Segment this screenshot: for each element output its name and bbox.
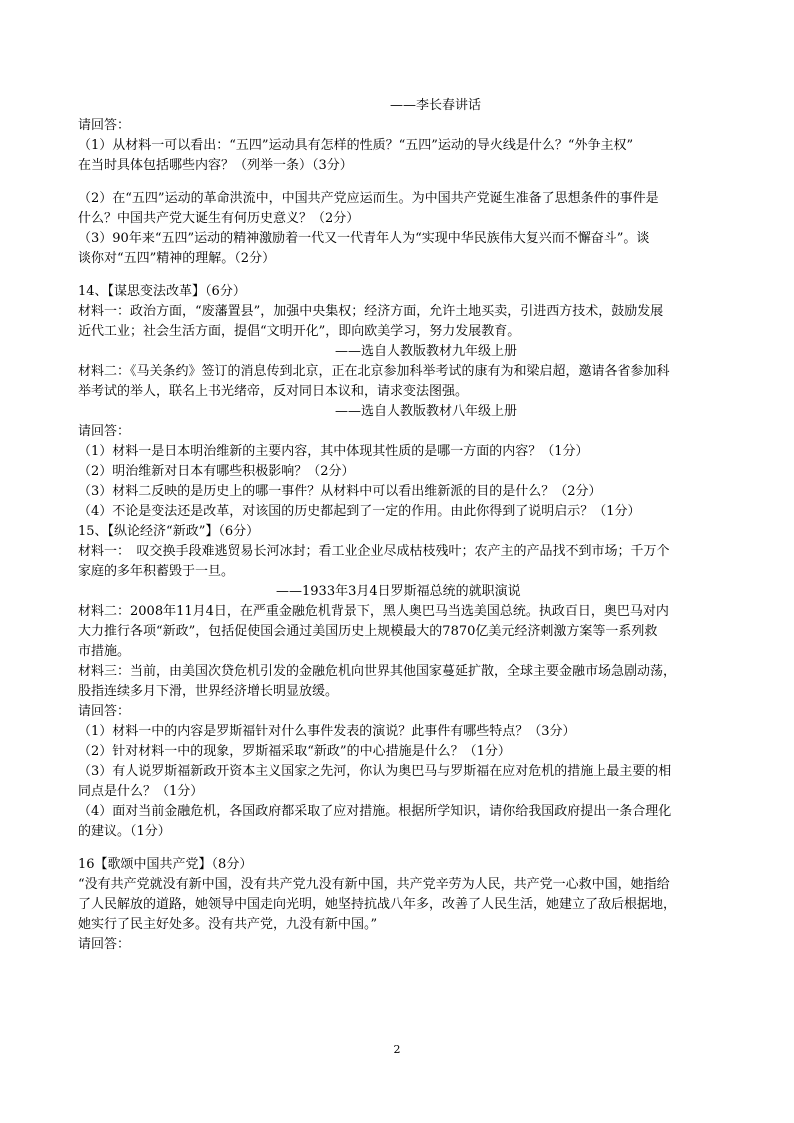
prompt-label: 请回答：: [78, 424, 131, 439]
section-title: 15、【纵论经济“新政”】（6分）: [78, 524, 260, 539]
section-title: 16【歌颂中国共产党】（8分）: [78, 857, 253, 872]
question-text: 在当时具体包括哪些内容？（列举一条）（3分）: [78, 158, 353, 173]
prompt-label: 请回答：: [78, 704, 131, 719]
prompt-label: 请回答：: [78, 937, 131, 952]
question-text: （4）不论是变法还是改革，对该国的历史都起到了一定的作用。由此你得到了说明启示？（1分）: [78, 504, 641, 519]
question-text: 谈你对“五四”精神的理解。（2分）: [78, 251, 276, 266]
material-text: 举考试的举人，联名上书光绪帝，反对同日本议和，请求变法图强。: [78, 384, 469, 399]
source-attribution: ——选自人教版教材八年级上册: [335, 404, 518, 419]
question-text: （4）面对当前金融危机，各国政府都采取了应对措施。根据所学知识，请你给我国政府提出一条合理化: [78, 804, 672, 819]
material-text: 材料二：《马关条约》签订的消息传到北京，正在北京参加科举考试的康有为和梁启超，邀请各省参加科: [78, 364, 670, 379]
quote-text: 她实行了民主好处多。没有共产党，九没有新中国。”: [78, 917, 378, 932]
quote-text: “没有共产党就没有新中国，没有共产党九没有新中国，共产党辛劳为人民，共产党一心救中国，她指给: [78, 877, 670, 892]
section-title: 14、【谋思变法改革】（6分）: [78, 284, 246, 299]
question-text: （1）材料一中的内容是罗斯福针对什么事件发表的演说？此事件有哪些特点？（3分）: [78, 724, 576, 739]
source-attribution: ——选自人教版教材九年级上册: [335, 344, 518, 359]
question-text: 同点是什么？（1分）: [78, 784, 204, 799]
material-text: 材料三：当前，由美国次贷危机引发的金融危机向世界其他国家蔓延扩散，全球主要金融市场急剧动荡，: [78, 664, 677, 679]
material-text: 材料一：政治方面，“废藩置县”，加强中央集权；经济方面，允许土地买卖，引进西方技术，鼓励发展: [78, 304, 664, 319]
material-text: 股指连续多月下滑，世界经济增长明显放缓。: [78, 684, 339, 699]
material-text: 家庭的多年积蓄毁于一旦。: [78, 564, 235, 579]
material-text: 市措施。: [78, 644, 131, 659]
question-text: （3）材料二反映的是历史上的哪一事件？从材料中可以看出维新派的目的是什么？（2分）: [78, 484, 602, 499]
exam-page: [78, 96, 724, 955]
question-text: （3）有人说罗斯福新政开资本主义国家之先河，你认为奥巴马与罗斯福在应对危机的措施上最主要的相: [78, 764, 672, 779]
question-text: （2）针对材料一中的现象，罗斯福采取“新政”的中心措施是什么？（1分）: [78, 744, 511, 759]
question-text: （2）明治维新对日本有哪些积极影响？（2分）: [78, 464, 355, 479]
source-attribution: ——李长春讲话: [390, 98, 482, 113]
question-text: 的建议。（1分）: [78, 824, 171, 839]
source-attribution: ——1933年3月4日罗斯福总统的就职演说: [276, 584, 521, 599]
question-text: （2）在“五四”运动的革命洪流中，中国共产党应运而生。为中国共产党诞生准备了思想条件的事件是: [78, 191, 659, 206]
quote-text: 了人民解放的道路，她领导中国走向光明，她坚持抗战八年多，改善了人民生活，她建立了敌后根据地，: [78, 897, 677, 912]
material-text: 大力推行各项“新政”，包括促使国会通过美国历史上规模最大的7870亿美元经济刺激方案等一系列救: [78, 624, 658, 639]
prompt-label: 请回答：: [78, 118, 131, 133]
page-number: 2: [393, 1043, 401, 1056]
material-text: 材料一： 叹交换手段难逃贸易长河冰封；看工业企业尽成枯枝残叶；农产主的产品找不到市场；千万个: [78, 544, 670, 559]
question-text: （1）从材料一可以看出：“五四”运动具有怎样的性质？“五四”运动的导火线是什么？“外争主权”: [78, 138, 634, 153]
material-text: 近代工业；社会生活方面，提倡“文明开化”，即向欧美学习，努力发展教育。: [78, 324, 521, 339]
question-text: （3）90年来“五四”运动的精神激励着一代又一代青年人为“实现中华民族伟大复兴而不懈奋斗”。谈: [78, 231, 650, 246]
question-text: （1）材料一是日本明治维新的主要内容，其中体现其性质的是哪一方面的内容？（1分）: [78, 444, 589, 459]
question-text: 什么？中国共产党大诞生有何历史意义？（2分）: [78, 211, 360, 226]
material-text: 材料二：2008年11月4日，在严重金融危机背景下，黑人奥巴马当选美国总统。执政百日，奥巴马对内: [78, 604, 669, 619]
